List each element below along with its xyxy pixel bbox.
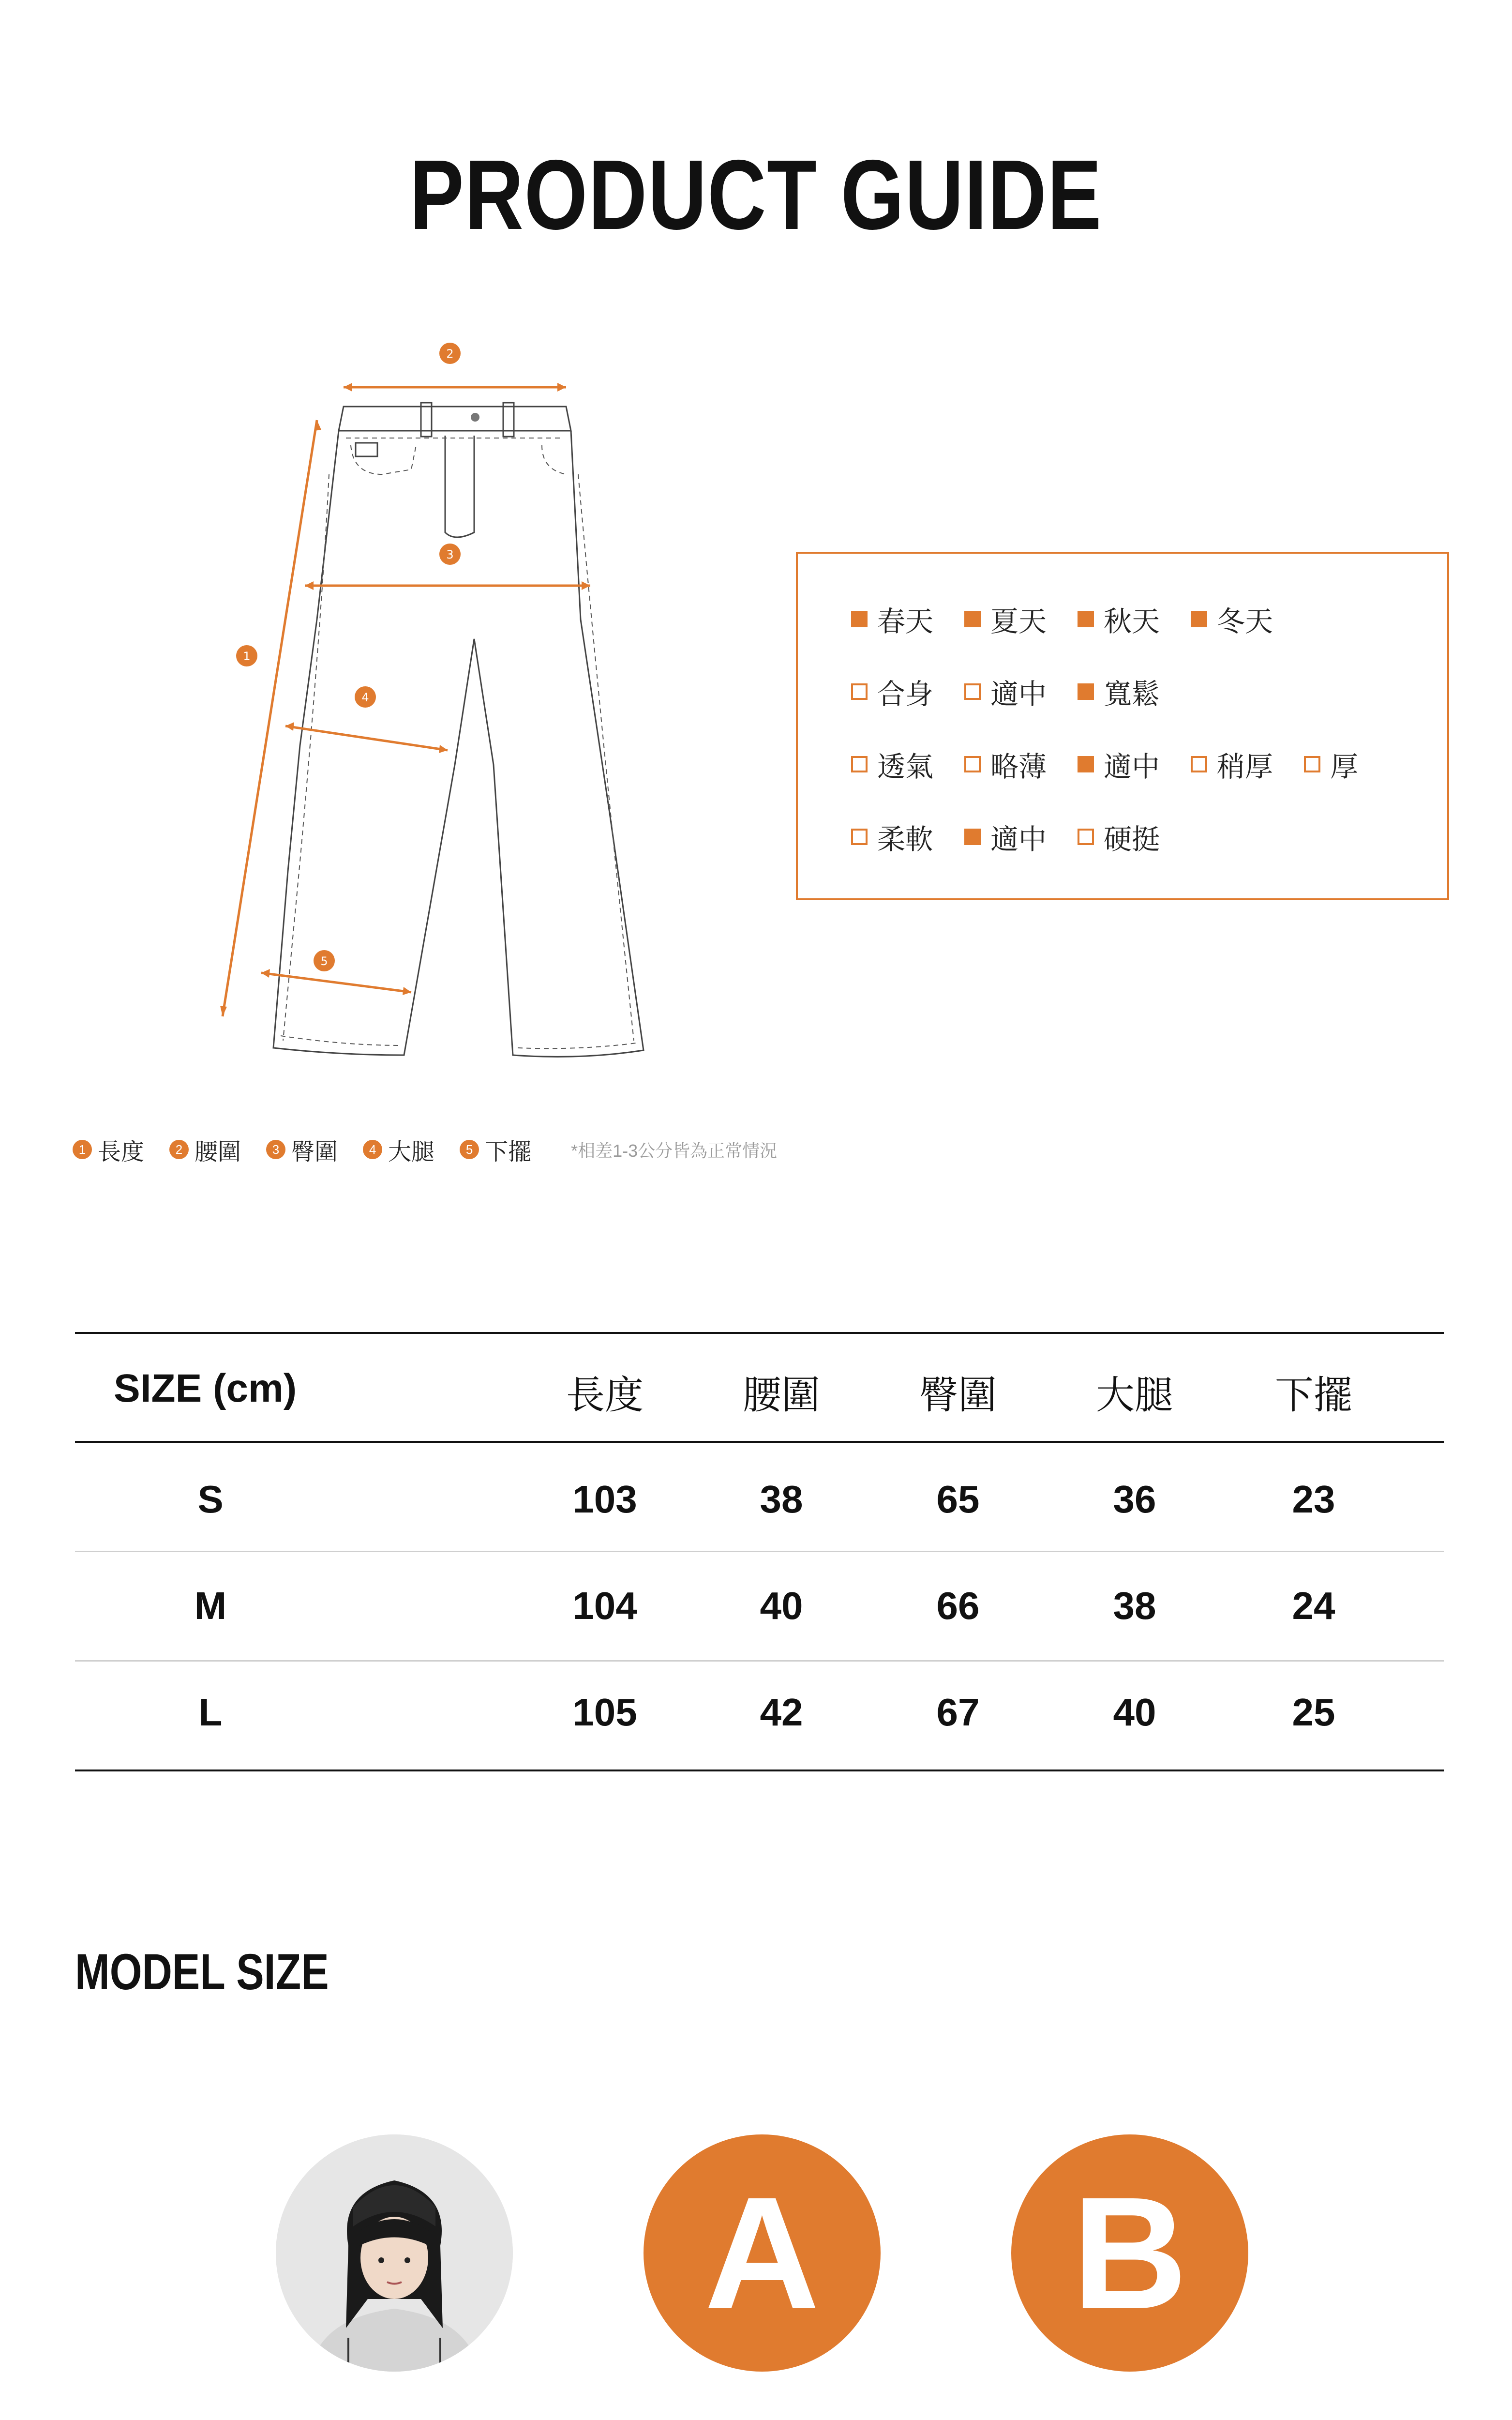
- legend-item: 1 長度: [73, 1133, 144, 1166]
- checkbox-icon: [1078, 683, 1094, 700]
- checkbox-icon: [1191, 611, 1207, 627]
- attr-option: 略薄: [964, 744, 1047, 785]
- table-cell: 36: [1113, 1478, 1156, 1521]
- checkbox-icon: [851, 683, 868, 700]
- table-cell: 103: [572, 1478, 637, 1521]
- checkbox-icon: [851, 756, 868, 772]
- table-cell: 40: [1113, 1691, 1156, 1734]
- page-title: PRODUCT GUIDE: [409, 139, 1103, 250]
- table-cell: 65: [936, 1478, 980, 1521]
- checkbox-icon: [964, 611, 981, 627]
- attr-option: 透氣: [851, 744, 933, 785]
- model-photo-avatar: [276, 2134, 513, 2372]
- checkbox-icon: [1078, 829, 1094, 845]
- table-cell: 23: [1292, 1478, 1335, 1521]
- size-table: [75, 1332, 1444, 1772]
- checkbox-icon: [964, 683, 981, 700]
- table-cell-size: S: [197, 1478, 224, 1521]
- checkbox-icon: [851, 829, 868, 845]
- svg-text:1: 1: [243, 650, 251, 663]
- table-cell: 24: [1292, 1584, 1335, 1627]
- legend-item: 2 腰圍: [169, 1133, 241, 1166]
- checkbox-icon: [851, 611, 868, 627]
- table-cell: 105: [572, 1691, 637, 1734]
- table-cell: 38: [1113, 1584, 1156, 1627]
- attr-option: 合身: [851, 671, 933, 712]
- checkbox-icon: [964, 829, 981, 845]
- table-cell: 66: [936, 1584, 980, 1627]
- attr-option: 冬天: [1191, 599, 1273, 639]
- tolerance-note: *相差1-3公分皆為正常情況: [571, 1140, 778, 1161]
- attr-option: 適中: [964, 671, 1047, 712]
- pants-measurement-diagram: [184, 329, 697, 1074]
- table-cell: 38: [760, 1478, 803, 1521]
- attr-option: 柔軟: [851, 817, 933, 857]
- attr-row-thickness: [851, 745, 1389, 784]
- svg-text:4: 4: [361, 691, 369, 704]
- model-a-avatar: A: [644, 2134, 881, 2372]
- table-header-size: SIZE (cm): [114, 1366, 297, 1410]
- attr-row-fit: [851, 672, 1191, 711]
- table-cell: 67: [936, 1691, 980, 1734]
- attr-option: 適中: [1078, 744, 1160, 785]
- checkbox-icon: [1304, 756, 1320, 772]
- checkbox-icon: [964, 756, 981, 772]
- table-header: 大腿: [1096, 1374, 1173, 1417]
- svg-text:3: 3: [446, 548, 454, 561]
- attr-option: 厚: [1304, 744, 1358, 785]
- table-header: 臀圍: [919, 1374, 997, 1417]
- attr-option: 秋天: [1078, 599, 1160, 639]
- table-cell: 40: [760, 1584, 803, 1627]
- table-cell: 104: [572, 1584, 637, 1627]
- svg-text:5: 5: [320, 954, 328, 968]
- table-header: 腰圍: [743, 1374, 820, 1417]
- attr-row-season: [851, 600, 1304, 638]
- table-cell: 42: [760, 1691, 803, 1734]
- model-b-avatar: B: [1011, 2134, 1248, 2372]
- legend-item: 5 下擺: [460, 1133, 531, 1166]
- table-header: 長度: [566, 1374, 644, 1417]
- attr-option: 稍厚: [1191, 744, 1273, 785]
- model-size-title: MODEL SIZE: [75, 1944, 329, 2000]
- table-header: 下擺: [1275, 1374, 1352, 1417]
- person-photo-icon: [276, 2134, 513, 2372]
- attr-option: 夏天: [964, 599, 1047, 639]
- svg-text:2: 2: [446, 347, 454, 361]
- attr-row-softness: [851, 817, 1191, 856]
- table-cell-size: L: [198, 1691, 223, 1734]
- table-cell-size: M: [194, 1584, 227, 1627]
- attr-option: 硬挺: [1078, 817, 1160, 857]
- attr-option: 適中: [964, 817, 1047, 857]
- checkbox-icon: [1078, 756, 1094, 772]
- attr-option: 寬鬆: [1078, 671, 1160, 712]
- fabric-attributes-box: [796, 552, 1449, 900]
- legend-item: 4 大腿: [363, 1133, 434, 1166]
- attr-option: 春天: [851, 599, 933, 639]
- checkbox-icon: [1191, 756, 1207, 772]
- legend-item: 3 臀圍: [266, 1133, 338, 1166]
- table-cell: 25: [1292, 1691, 1335, 1734]
- checkbox-icon: [1078, 611, 1094, 627]
- measurement-legend: [73, 1130, 777, 1169]
